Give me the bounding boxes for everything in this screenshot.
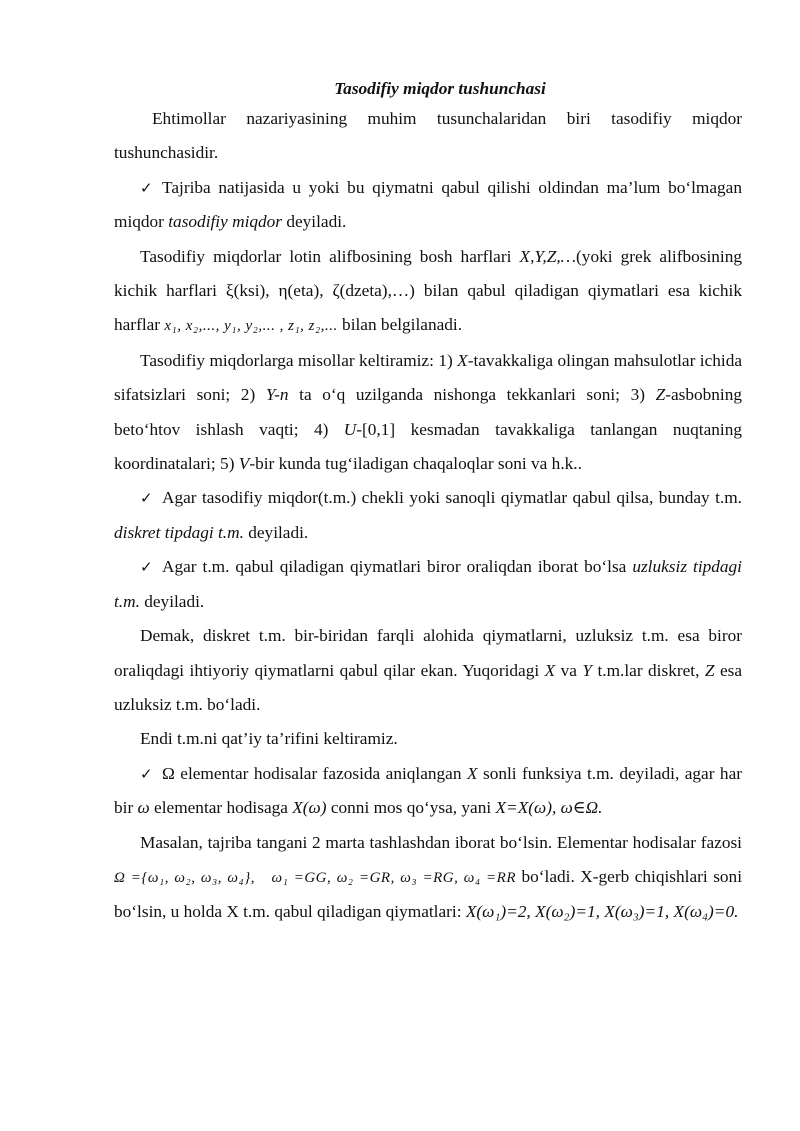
text-run: va <box>555 660 583 680</box>
text-run: -asbobning beto‘htov ishlash vaqti; 4) <box>114 385 742 439</box>
text-run: t.m.lar diskret, <box>592 660 705 680</box>
value-x-omega2: X(ω₂)=1, <box>535 902 600 922</box>
text-run: Agar tasodifiy miqdor(t.m.) chekli yoki sanoqli qiymatlar qabul qilsa, bunday t.m. <box>162 488 742 508</box>
check-mark-icon: ✓ <box>140 489 153 508</box>
text-run: sonli funksiya t.m. deyiladi, agar har bir <box>114 763 742 818</box>
var-v: V <box>238 454 250 474</box>
value-x-omega3: X(ω₃)=1, <box>604 902 670 922</box>
check-mark-icon: ✓ <box>140 764 153 783</box>
term-random-variable: tasodifiy miqdor <box>168 212 283 232</box>
term-continuous: uzluksiz tipdagi t.m. <box>114 557 742 611</box>
var-y: Y-n <box>265 385 289 405</box>
formula-lowercase-values: x₁, x₂,..., y₁, y₂,... , z₁, z₂,... <box>164 318 338 335</box>
text-run: ta o‘q uzilganda nishonga tekkanlari soni; 3) <box>288 385 656 405</box>
text-run: Endi t.m.ni qat’iy ta’rifini keltiramiz. <box>140 729 398 749</box>
text-run: conni mos qo‘ysa, yani <box>326 798 496 818</box>
text-run: Masalan, tajriba tangani 2 marta tashlashdan iborat bo‘lsin. Elementar hodisalar fazosi <box>140 832 742 852</box>
term-discrete: diskret tipdagi t.m. <box>114 522 244 542</box>
text-run: Tajriba natijasida u yoki bu qiymatni qabul qilishi oldindan ma’lum bo‘lmagan miqdor <box>114 177 742 232</box>
check-mark-icon: ✓ <box>140 178 153 197</box>
paragraph-continuous <box>114 550 742 619</box>
var-y: Y <box>582 660 593 680</box>
text-run: bo‘ladi. X-gerb chiqishlari soni bo‘lsin, u holda X t.m. qabul qiladigan qiymatlari: <box>114 866 742 922</box>
text-run: Demak, diskret t.m. bir-biridan farqli alohida qiymatlarni, uzluksiz t.m. esa biror oraliqdagi ihtiyoriy qiymatlarni qabul qilar ekan. Yuqoridagi <box>114 626 742 680</box>
text-run: deyiladi. <box>139 591 205 611</box>
paragraph-strict-definition <box>114 757 742 826</box>
var-u: U <box>343 419 357 439</box>
var-x: X <box>466 763 478 783</box>
formula-elementary-events: ω₁ =GG, ω₂ =GR, ω₃ =RG, ω₄ =RR <box>271 869 516 886</box>
value-x-omega4: X(ω₄)=0. <box>673 902 739 922</box>
check-mark-icon: ✓ <box>140 558 153 577</box>
paragraph-examples <box>114 344 742 482</box>
text-run: bilan belgilanadi. <box>337 315 463 335</box>
paragraph-strict-definition-intro <box>114 722 742 756</box>
text-run: Agar t.m. qabul qiladigan qiymatlari biror oraliqdan iborat bo‘lsa <box>162 557 633 577</box>
latin-letters: X,Y,Z,… <box>519 246 577 266</box>
var-omega: ω <box>137 798 150 818</box>
text-run: elementar hodisaga <box>149 798 293 818</box>
text-run: Tasodifiy miqdorlar lotin alifbosining bosh harflari <box>140 246 520 266</box>
paragraph-definition <box>114 171 742 240</box>
var-z: Z <box>704 660 715 680</box>
text-run: esa uzluksiz t.m. bo‘ladi. <box>114 660 743 714</box>
formula-sample-space: Ω ={ω₁, ω₂, ω₃, ω₄}, <box>114 869 255 886</box>
paragraph-notation <box>114 240 742 344</box>
page-title: Tasodifiy miqdor tushunchasi <box>334 79 546 98</box>
paragraph-discrete <box>114 481 742 550</box>
text-run: deyiladi. <box>243 522 309 542</box>
text-run: Tasodifiy miqdorlarga misollar keltiramiz: 1) <box>140 350 458 370</box>
text-run: deyiladi. <box>282 212 347 232</box>
var-z: Z <box>655 385 666 405</box>
paragraph-intro-text: Ehtimollar nazariyasining muhim tusunchalaridan biri tasodifiy miqdor tushunchasidir. <box>114 109 742 163</box>
var-x: X <box>544 660 556 680</box>
paragraph-summary <box>114 619 742 722</box>
text-run: (yoki grek alifbosining kichik harflari ξ(ksi), η(eta), ζ(dzeta),…) bilan qabul qiladigan qiymatlari esa kichik harflar <box>114 246 742 335</box>
var-x: X <box>457 350 468 370</box>
value-x-omega1: X(ω₁)=2, <box>465 902 531 922</box>
text-run: -tavakkaliga olingan mahsulotlar ichida sifatsizlari soni; 2) <box>114 350 743 405</box>
text-run: -[0,1] kesmadan tavakkaliga tanlangan nuqtaning koordinatalari; 5) <box>114 419 742 474</box>
text-run: -bir kunda tug‘iladigan chaqaloqlar soni va h.k.. <box>249 454 582 474</box>
formula-definition: X=X(ω), ω∈Ω. <box>495 798 603 818</box>
text-run: Ω elementar hodisalar fazosida aniqlangan <box>162 763 467 783</box>
paragraph-intro <box>114 102 742 171</box>
formula-x-of-omega: X(ω) <box>292 798 327 818</box>
paragraph-example-coin <box>114 826 742 930</box>
